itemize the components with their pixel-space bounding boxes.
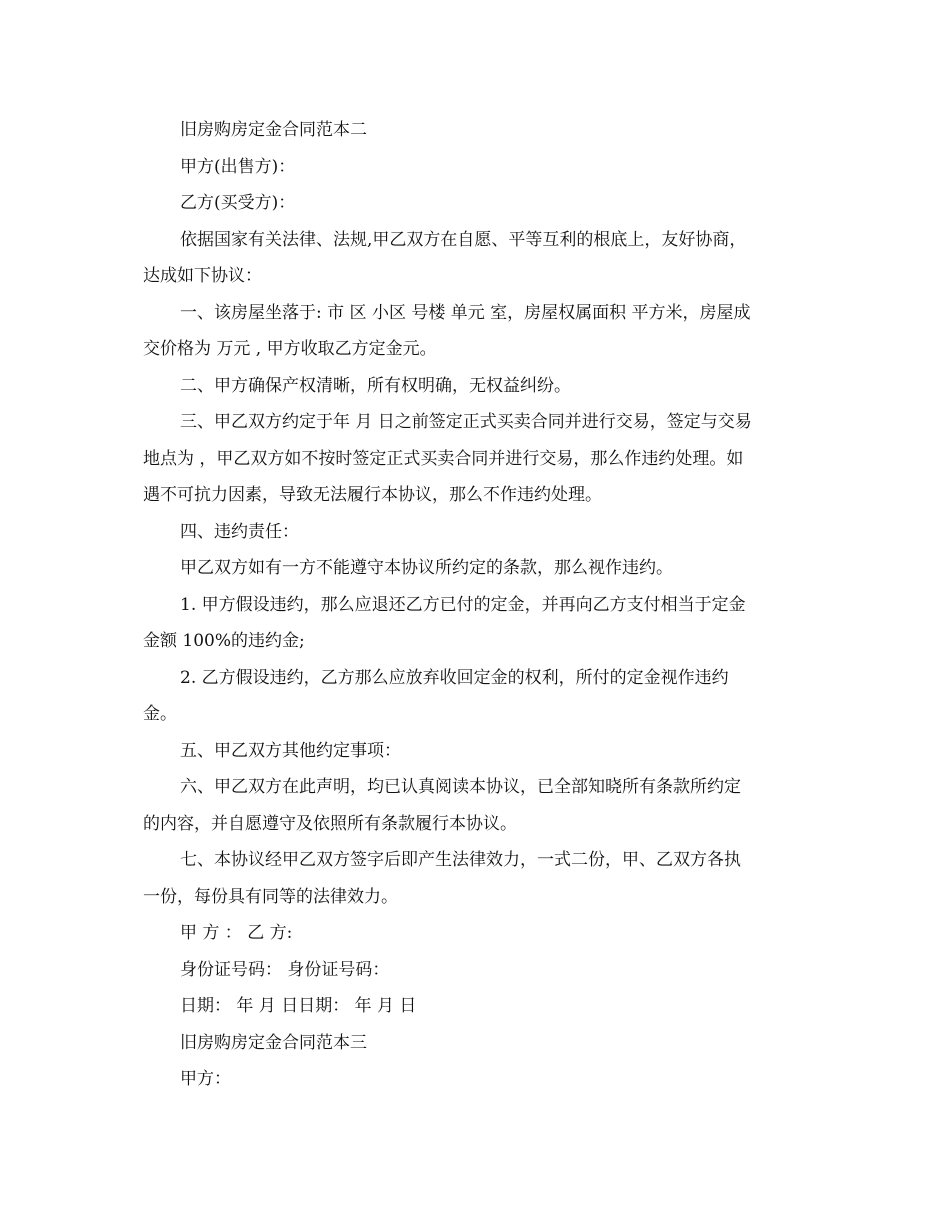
clause-7-line-2: 一份，每份具有同等的法律效力。: [143, 886, 398, 907]
party-b-buyer-line: 乙方(买受方)：: [180, 193, 296, 213]
preamble-line-2: 达成如下协议：: [143, 266, 262, 286]
clause-3-line-2: 地点为 ，甲乙双方如不按时签定正式买卖合同并进行交易，那么作违约处理。如: [143, 448, 744, 469]
clause-5-line: 五、甲乙双方其他约定事项：: [180, 740, 401, 761]
party-a-line-contract-3: 甲方：: [180, 1069, 231, 1089]
clause-4-intro: 甲乙双方如有一方不能遵守本协议所约定的条款，那么视作违约。: [180, 558, 673, 578]
clause-3-line-1: 三、甲乙双方约定于年 月 日之前签定正式买卖合同并进行交易，签定与交易: [180, 412, 752, 432]
clause-4-heading: 四、违约责任：: [180, 521, 299, 542]
signature-id-line: 身份证号码： 身份证号码：: [180, 959, 390, 980]
signature-date-line: 日期： 年 月 日日期： 年 月 日: [180, 996, 417, 1016]
clause-4-item-2-line-1: 2. 乙方假设违约，乙方那么应放弃收回定金的权利，所付的定金视作违约: [180, 667, 729, 688]
party-a-seller-line: 甲方(出售方)：: [180, 156, 296, 177]
clause-4-item-1-line-2: 金额 100%的违约金;: [143, 631, 305, 651]
clause-1-line-2: 交价格为 万元 , 甲方收取乙方定金元。: [143, 339, 437, 359]
signature-parties-line: 甲 方 ： 乙 方:: [180, 923, 293, 943]
clause-3-line-3: 遇不可抗力因素，导致无法履行本协议，那么不作违约处理。: [143, 485, 602, 505]
clause-6-line-1: 六、甲乙双方在此声明，均已认真阅读本协议，已全部知晓所有条款所约定: [180, 777, 741, 797]
section-title-contract-2: 旧房购房定金合同范本二: [180, 120, 367, 140]
clause-7-line-1: 七、本协议经甲乙双方签字后即产生法律效力，一式二份，甲、乙双方各执: [180, 850, 741, 870]
clause-4-item-1-line-1: 1. 甲方假设违约，那么应退还乙方已付的定金，并再向乙方支付相当于定金: [180, 594, 746, 615]
clause-4-item-2-line-2: 金。: [143, 704, 177, 724]
document-body: [143, 112, 808, 1098]
clause-6-line-2: 的内容，并自愿遵守及依照所有条款履行本协议。: [143, 813, 517, 834]
clause-2-line-1: 二、甲方确保产权清晰，所有权明确，无权益纠纷。: [180, 375, 571, 396]
section-title-contract-3: 旧房购房定金合同范本三: [180, 1032, 367, 1053]
preamble-line-1: 依据国家有关法律、法规,甲乙双方在自愿、平等互利的根底上，友好协商，: [180, 229, 747, 250]
clause-1-line-1: 一、该房屋坐落于: 市 区 小区 号楼 单元 室，房屋权属面积 平方米，房屋成: [180, 302, 751, 323]
